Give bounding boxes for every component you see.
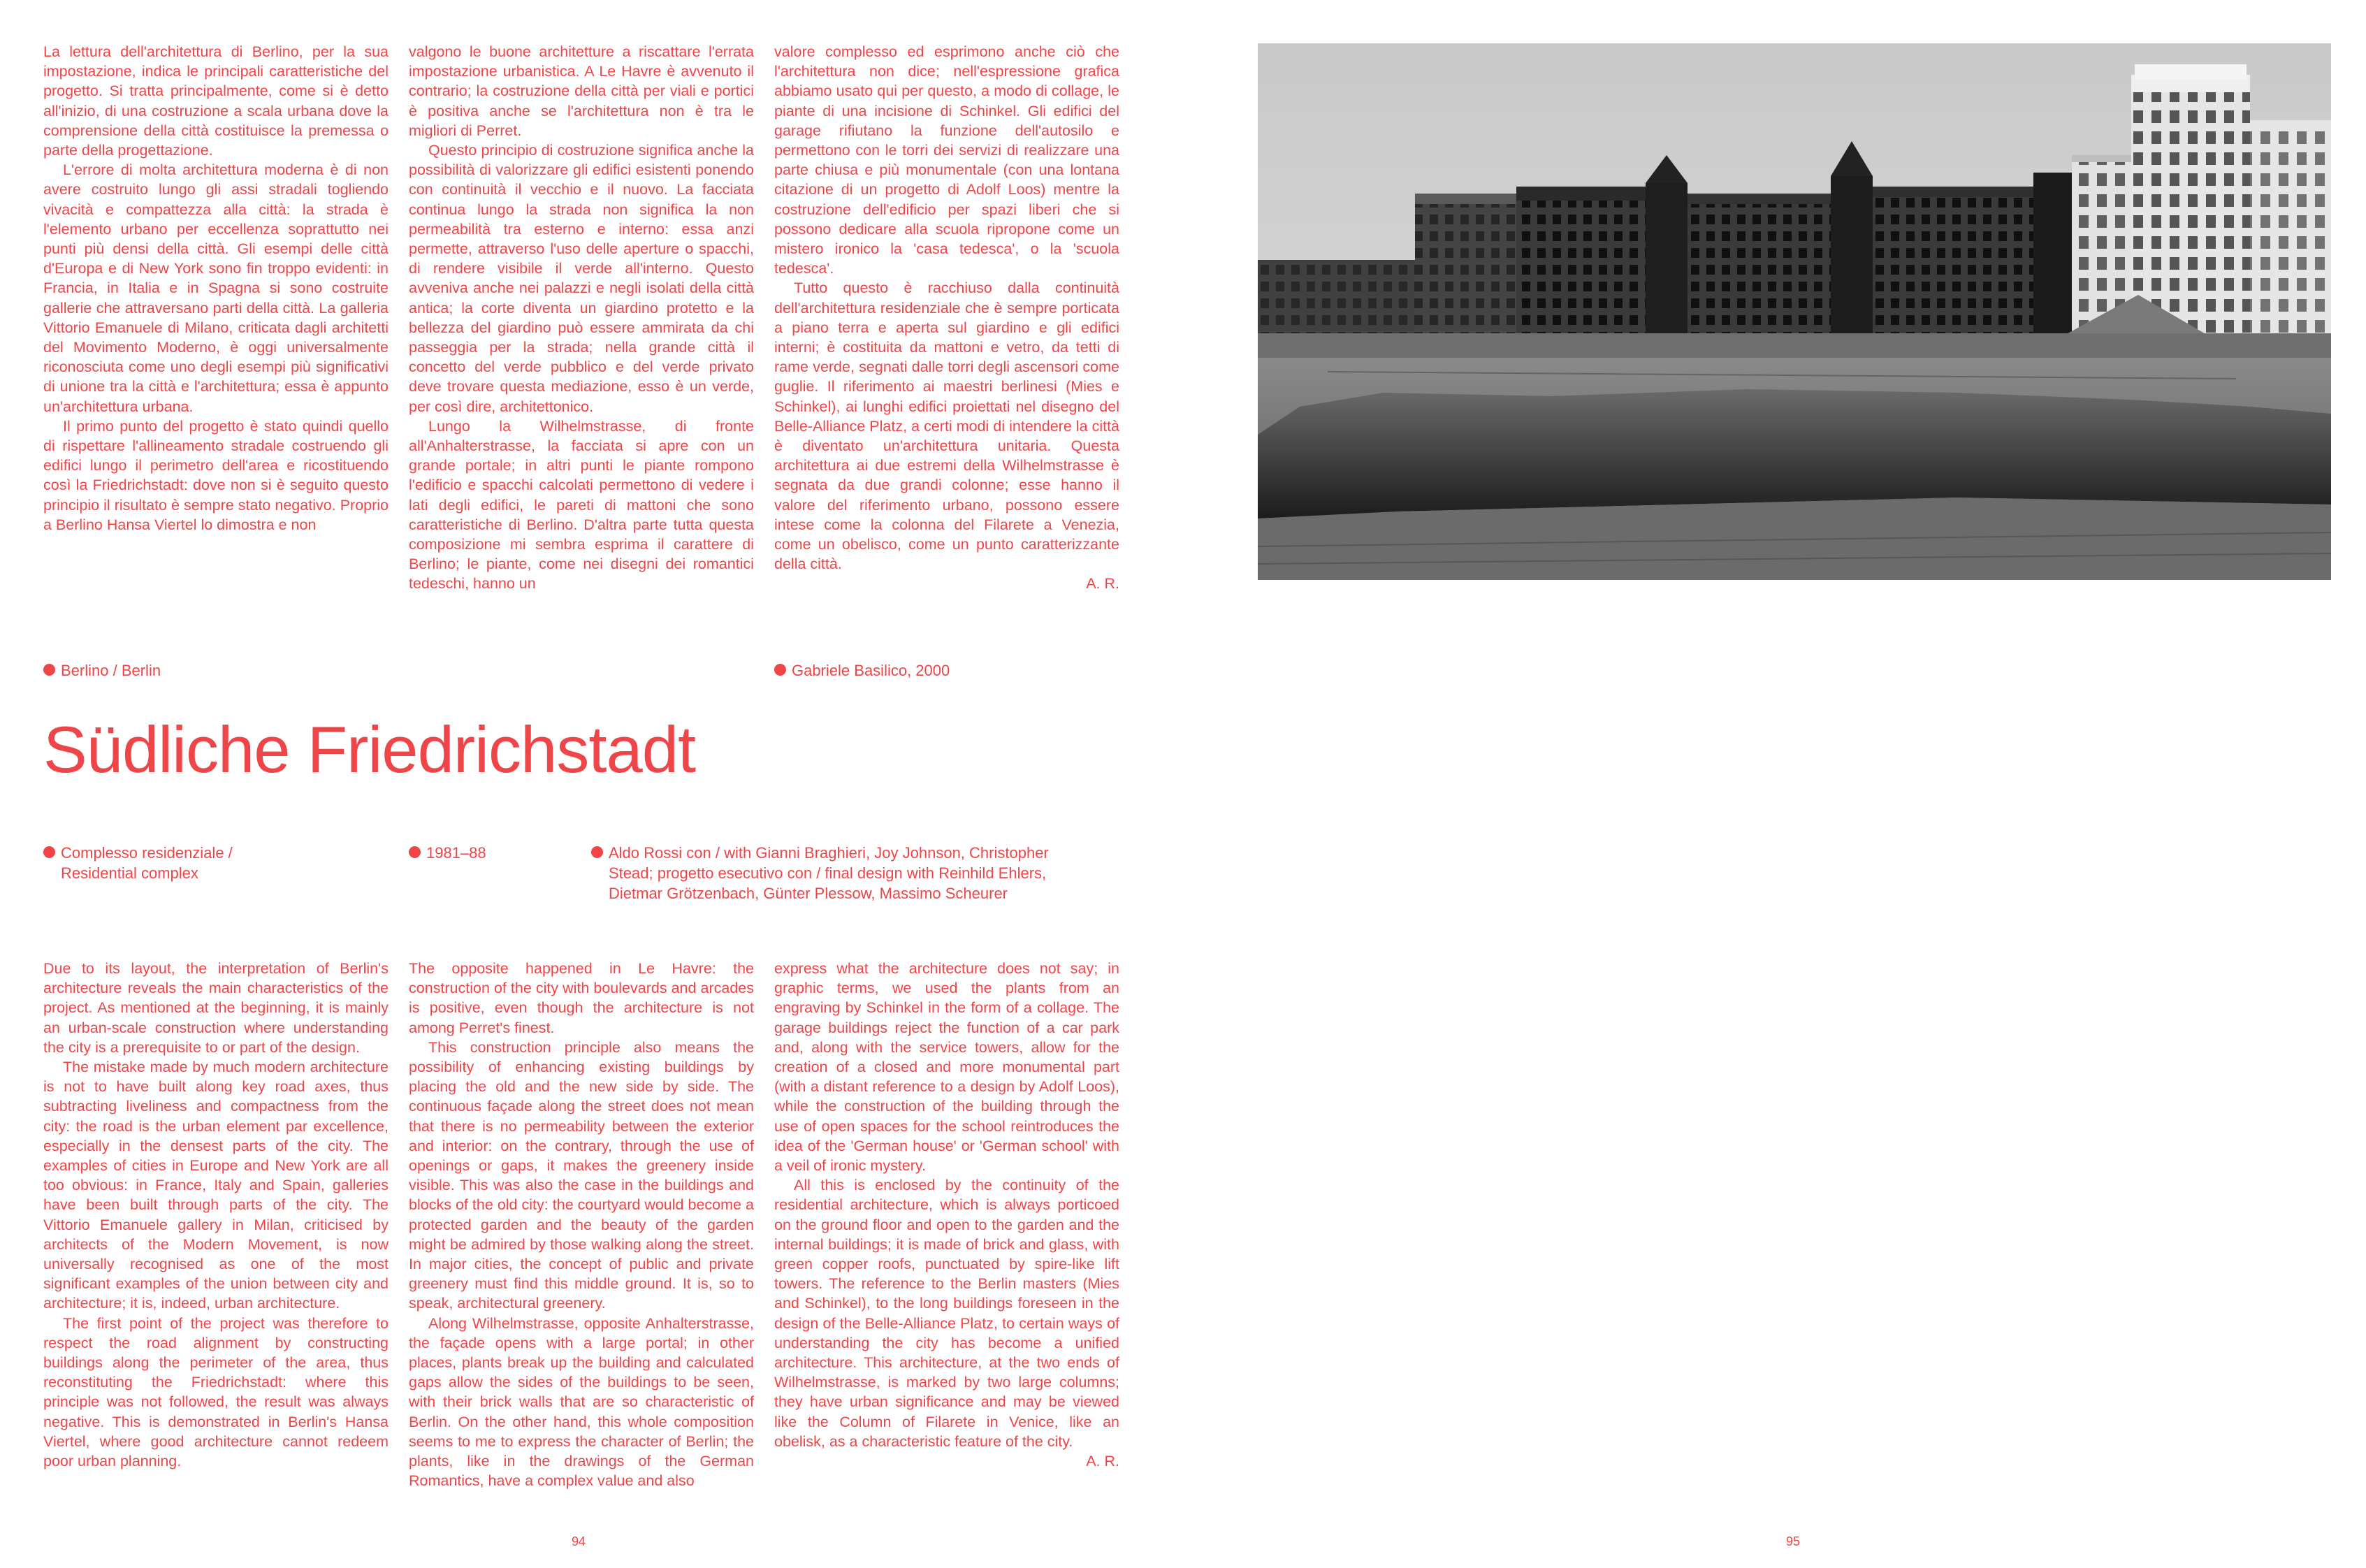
paragraph: La lettura dell'architettura di Berlino, per la sua impostazione, indica le principali caratteristiche del progetto. Si tratta principalmente, come si è detto all'inizio, di una costruzione a scala urbana dove la comprensione della città costituisce la premessa o parte della progettazione. xyxy=(43,43,389,159)
page-title: Südliche Friedrichstadt xyxy=(43,713,696,786)
author-signoff: A. R. xyxy=(1086,1453,1119,1470)
paragraph: Along Wilhelmstrasse, opposite Anhalterstrasse, the façade opens with a large portal; in other places, plants break up the building and calculated gaps allow the sides of the buildings to be seen, with their brick walls that are so characteristic of Berlin. On the other hand, this whole composition seems to me to express the character of Berlin; the plants, like in the drawings of the German Romantics, have a complex value and also xyxy=(409,1314,754,1490)
paragraph: Tutto questo è racchiuso dalla continuità dell'architettura residenziale che è sempre porticata a piano terra e aperta sul giardino e gli edifici interni; è costituita da mattoni e vetro, da tetti di rame verde, segnati dalle torri degli ascensori come guglie. Il riferimento ai maestri berlinesi (Mies e Schinkel), ai lunghi edifici proiettati nel disegno del Belle-Alliance Platz, a certi modi di intendere la città è diventato un'architettura unitaria. Questa architettura ai due estremi della Wilhelmstrasse è segnata da due grandi colonne; esse hanno il valore del riferimento urbano, possono essere intese come la colonna del Filarete a Venezia, come un obelisco, come un punto caratterizzante della città. xyxy=(774,280,1119,573)
paragraph: Due to its layout, the interpretation of Berlin's architecture reveals the main characteristics of the project. As mentioned at the beginning, it is mainly an urban-scale construction where understanding the city is a prerequisite to or part of the design. xyxy=(43,960,389,1056)
paragraph: Il primo punto del progetto è stato quindi quello di rispettare l'allineamento stradale costruendo gli edifici lungo il perimetro dell'area e ricostituendo così la Friedrichstadt: dove non si è seguito questo principio il risultato è sempre stato negativo. Proprio a Berlino Hansa Viertel lo dimostra e non xyxy=(43,417,389,533)
bullet-dot-icon xyxy=(774,664,786,676)
project-years: 1981–88 xyxy=(409,843,486,863)
paragraph: Questo principio di costruzione significa anche la possibilità di valorizzare gli edifici esistenti ponendo con continuità il vecchio e il nuovo. La facciata continua lungo la strada non significa la non permeabilità tra esterno e interno: essa anzi permette, attraverso l'uso delle aperture o spacchi, di rendere visibile il verde all'interno. Questo avveniva anche nei palazzi e negli isolati della città antica; la corte diventa un giardino protetto e la bellezza del giardino può essere ammirata da chi passeggia per la strada; nella grande città il concetto del verde pubblico e del verde privato deve trovare questa mediazione, esso è un verde, per così dire, architettonico. xyxy=(409,142,754,415)
paragraph: The first point of the project was therefore to respect the road alignment by constructing buildings along the perimeter of the area, thus reconstituting the Friedrichstadt: where this principle was not followed, the result was always negative. This is demonstrated in Berlin's Hansa Viertel, where good architecture cannot redeem poor urban planning. xyxy=(43,1314,389,1470)
bullet-dot-icon xyxy=(43,846,55,858)
page-number-left: 94 xyxy=(572,1534,586,1548)
paragraph: valgono le buone architetture a riscattare l'errata impostazione urbanistica. A Le Havre è avvenuto il contrario; la costruzione della città per viali e portici è positiva anche se l'architettura non è tra le migliori di Perret. xyxy=(409,43,754,139)
city-label: Berlino / Berlin xyxy=(43,660,161,681)
paragraph: The mistake made by much modern architecture is not to have built along key road axes, thus subtracting liveliness and compactness from the city: the road is the urban element par excellence, especially in the densest parts of the city. The examples of cities in Europe and New York are all too obvious: in France, Italy and Spain, galleries have been built through parts of the city. The Vittorio Emanuele gallery in Milan, criticised by architects of the Modern Movement, is now universally recognised as one of the most significant examples of the union between city and architecture; it is, indeed, urban architecture. xyxy=(43,1059,389,1312)
page-number-right: 95 xyxy=(1786,1534,1801,1548)
author-signoff: A. R. xyxy=(1086,575,1119,593)
paragraph: L'errore di molta architettura moderna è di non avere costruito lungo gli assi stradali togliendo vivacità e compattezza alla città: la strada è l'elemento urbano per eccellenza soprattutto nei punti più densi della città. Gli esempi delle città d'Europa e di New York sono fin troppo evidenti: in Francia, in Italia e in Spagna si sono costruite gallerie che attraversano parti della città. La galleria Vittorio Emanuele di Milano, criticata dagli architetti del Movimento Moderno, è oggi universalmente riconosciuta come uno degli esempi più significativi di unione tra la città e l'architettura; essa è appunto un'architettura urbana. xyxy=(43,161,389,415)
paragraph: Lungo la Wilhelmstrasse, di fronte all'Anhalterstrasse, la facciata si apre con un grande portale; in altri punti le piante rompono l'edificio e spacchi calcolati permettono di vedere i lati degli edifici, le pareti di mattoni che sono caratteristiche di Berlino. D'altra parte tutta questa composizione mi sembra esprima il carattere di Berlino; le piante, come nei disegni dei romantici tedeschi, hanno un xyxy=(409,417,754,593)
bullet-dot-icon xyxy=(591,846,603,858)
paragraph: The opposite happened in Le Havre: the construction of the city with boulevards and arcades is positive, even though the architecture is not among Perret's finest. xyxy=(409,960,754,1036)
bullet-dot-icon xyxy=(409,846,421,858)
italian-column-1 xyxy=(43,42,389,535)
paragraph: All this is enclosed by the continuity of the residential architecture, which is always porticoed on the ground floor and open to the garden and the internal buildings; it is made of brick and glass, with green copper roofs, punctuated by spire-like lift towers. The reference to the Berlin masters (Mies and Schinkel), to the long buildings foreseen in the design of the Belle-Alliance Platz, to certain ways of understanding the city has become a unified architecture. This architecture, at the two ends of Wilhelmstrasse, is marked by two large columns; they have urban significance and may be viewed like the Column of Filarete in Venice, like an obelisk, as a characteristic feature of the city. xyxy=(774,1177,1119,1450)
building-photograph xyxy=(1258,43,2331,580)
paragraph: express what the architecture does not say; in graphic terms, we used the plants from an engraving by Schinkel in the form of a collage. The garage buildings reject the function of a car park and, along with the service towers, allow for the creation of a closed and more monumental part (with a distant reference to a design by Adolf Loos), while the construction of the building through the use of open spaces for the school reintroduces the idea of the 'German house' or 'German school' with a veil of ironic mystery. xyxy=(774,960,1119,1175)
project-credits: Aldo Rossi con / with Gianni Braghieri, Joy Johnson, Christopher Stead; progetto esecutivo con / final design with Reinhild Ehlers, Dietmar Grötzenbach, Günter Plessow, Massimo Scheurer xyxy=(591,843,1049,903)
italian-column-3 xyxy=(774,42,1119,594)
english-column-2 xyxy=(409,959,754,1490)
photo-credit: Gabriele Basilico, 2000 xyxy=(774,660,950,681)
project-type: Complesso residenziale / Residential complex xyxy=(43,843,233,883)
paragraph: This construction principle also means the possibility of enhancing existing buildings by placing the old and the new side by side. The continuous façade along the street does not mean that there is no permeability between the exterior and interior: on the contrary, through the use of openings or gaps, it makes the greenery inside visible. This was also the case in the buildings and blocks of the old city: the courtyard would become a protected garden and the beauty of the garden might be admired by those walking along the street. In major cities, the concept of public and private greenery must find this middle ground. It is, so to speak, architectural greenery. xyxy=(409,1038,754,1312)
italian-column-2 xyxy=(409,42,754,594)
bullet-dot-icon xyxy=(43,664,55,676)
english-column-1 xyxy=(43,959,389,1471)
paragraph: valore complesso ed esprimono anche ciò che l'architettura non dice; nell'espressione grafica abbiamo usato qui per questo, a modo di collage, le piante di una incisione di Schinkel. Gli edifici del garage rifiutano la funzione dell'autosilo e permettono con le torri dei servizi di realizzare una parte chiusa e più monumentale (con una lontana citazione di un progetto di Adolf Loos) mentre la costruzione dell'edificio per spazi liberi che si possono dedicare alla scuola ripropone come un mistero ironico la 'casa tedesca', o la 'scuola tedesca'. xyxy=(774,43,1119,277)
english-column-3 xyxy=(774,959,1119,1471)
